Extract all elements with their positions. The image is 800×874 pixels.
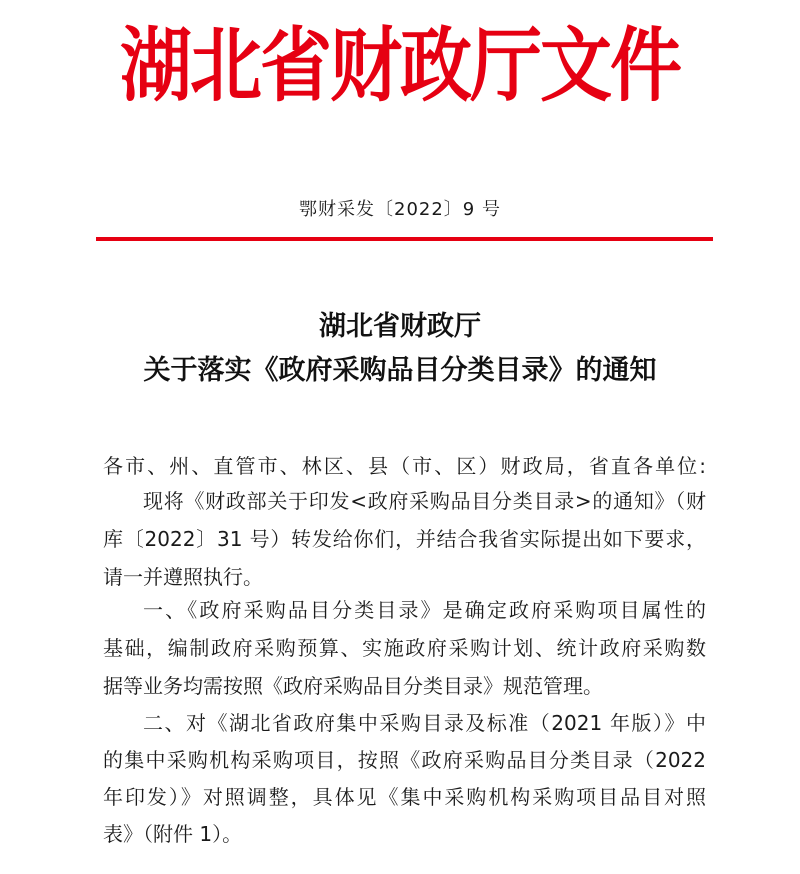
item2-line-3: 年印发）》对照调整，具体见《集中采购机构采购项目品目对照 bbox=[103, 785, 706, 809]
intro-line-3: 请一并遵照执行。 bbox=[103, 565, 263, 589]
item1-line-3: 据等业务均需按照《政府采购品目分类目录》规范管理。 bbox=[103, 674, 603, 698]
item1-line-1: 一、《政府采购品目分类目录》是确定政府采购项目属性的 bbox=[143, 598, 706, 622]
document-number: 鄂财采发〔2022〕9 号 bbox=[299, 199, 501, 220]
notice-title-line-2: 关于落实《政府采购品目分类目录》的通知 bbox=[143, 355, 657, 386]
red-separator-line bbox=[96, 237, 713, 241]
intro-line-2: 库〔2022〕31 号）转发给你们，并结合我省实际提出如下要求， bbox=[103, 527, 706, 551]
recipients-line: 各市、州、直管市、林区、县（市、区）财政局，省直各单位: bbox=[103, 454, 706, 478]
notice-title-line-1: 湖北省财政厅 bbox=[319, 311, 481, 342]
intro-line-1: 现将《财政部关于印发<政府采购品目分类目录>的通知》（财 bbox=[143, 489, 706, 513]
masthead-title: 湖北省财政厅文件 bbox=[119, 17, 680, 113]
item2-line-4: 表》（附件 1）。 bbox=[103, 822, 243, 846]
item1-line-2: 基础，编制政府采购预算、实施政府采购计划、统计政府采购数 bbox=[103, 636, 706, 660]
item2-line-1: 二、对《湖北省政府集中采购目录及标准（2021 年版）》中 bbox=[143, 711, 706, 735]
item2-line-2: 的集中采购机构采购项目，按照《政府采购品目分类目录（2022 bbox=[103, 748, 706, 772]
